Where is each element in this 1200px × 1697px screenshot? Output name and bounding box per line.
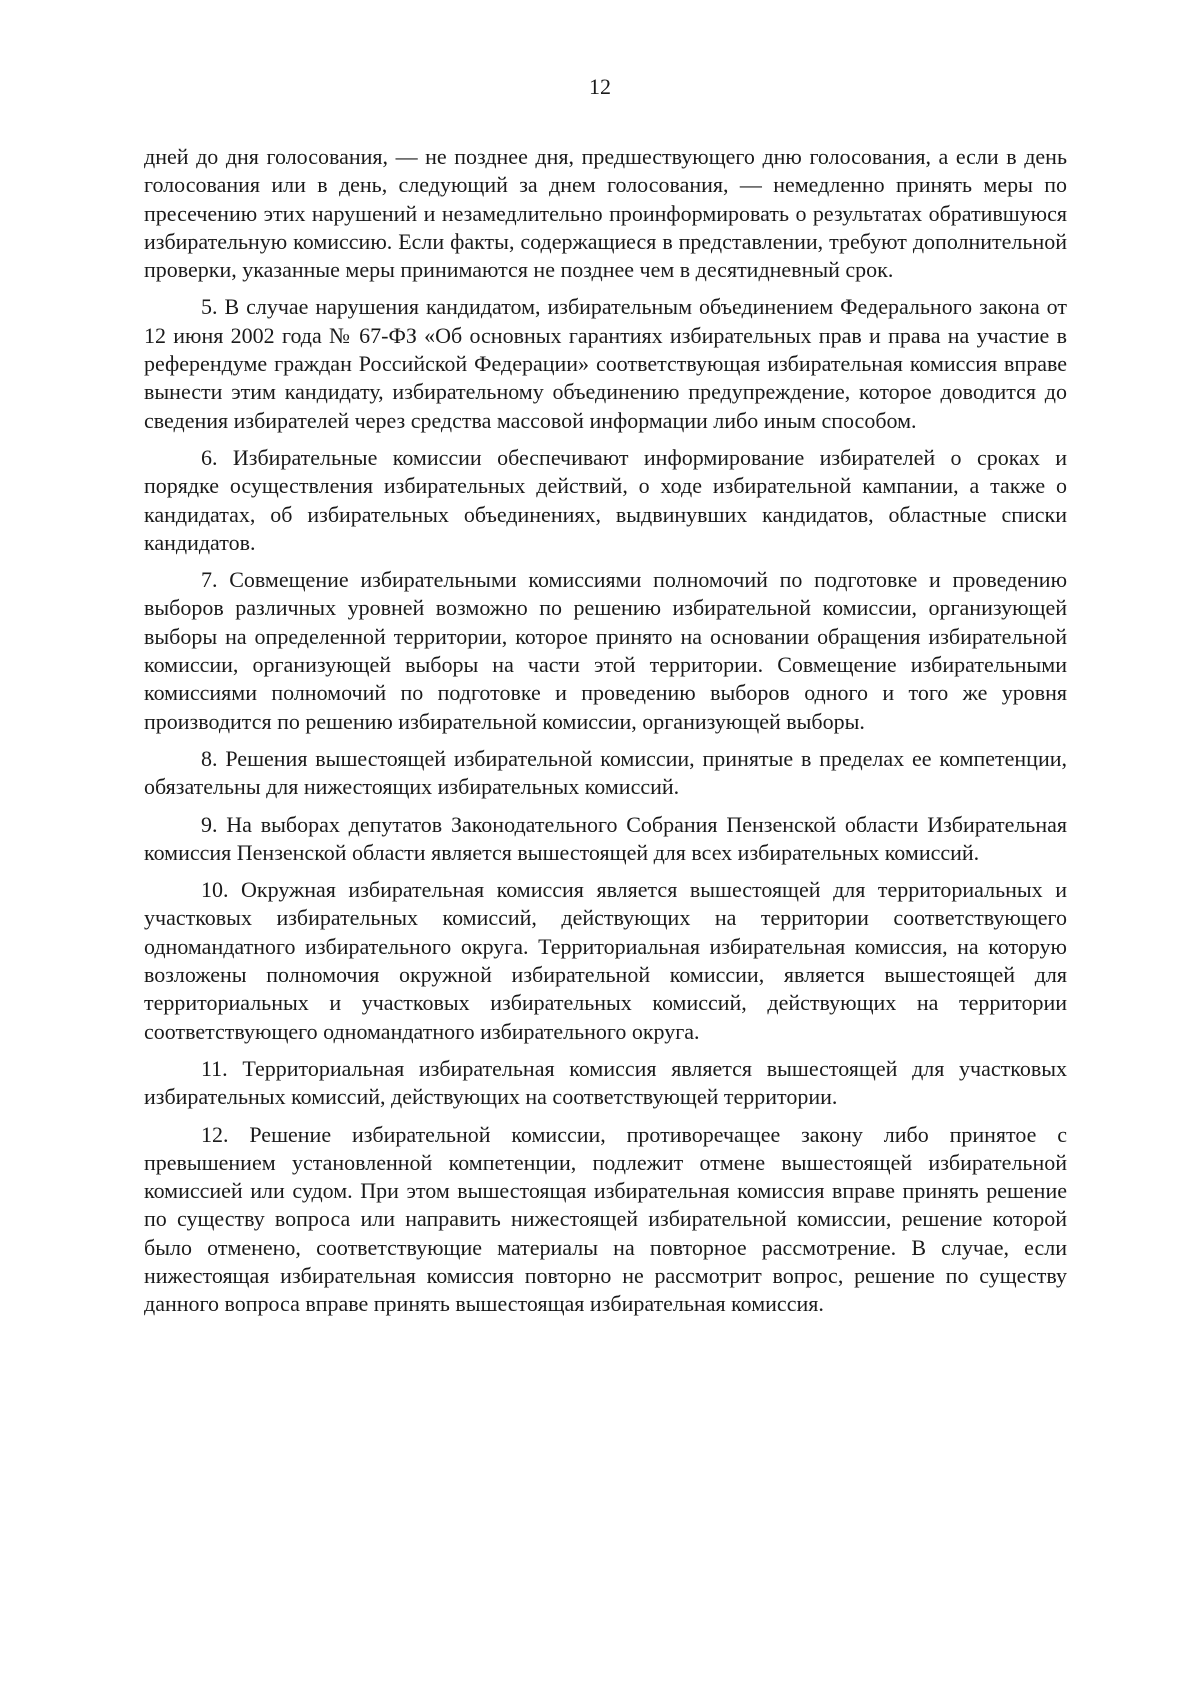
paragraph-5: 5. В случае нарушения кандидатом, избирательным объединением Федерального закона от 12 июня 2002 года № 67-ФЗ «Об основных гарантиях избирательных прав и права на участие в референдуме граждан Российской Федерации» соответствующая избирательная комиссия вправе вынести этим кандидату, избирательному объединению предупреждение, которое доводится до сведения избирателей через средства массовой информации либо иным способом. xyxy=(144,294,1067,433)
paragraph-continuation: дней до дня голосования, — не позднее дня, предшествующего дню голосования, а если в день голосования или в день, следующий за днем голосования, — немедленно принять меры по пресечению этих нарушений и незамедлительно проинформировать о результатах обратившуюся избирательную комиссию. Если факты, содержащиеся в представлении, требуют дополнительной проверки, указанные меры принимаются не позднее чем в десятидневный срок. xyxy=(144,144,1067,283)
page-number: 12 xyxy=(589,74,611,99)
paragraph-6: 6. Избирательные комиссии обеспечивают информирование избирателей о сроках и порядке осуществления избирательных действий, о ходе избирательной кампании, а также о кандидатах, об избирательных объединениях, выдвинувших кандидатов, областные списки кандидатов. xyxy=(144,444,1067,555)
paragraph-10: 10. Окружная избирательная комиссия является вышестоящей для территориальных и участковых избирательных комиссий, действующих на территории соответствующего одномандатного избирательного округа. Территориальная избирательная комиссия, на которую возложены полномочия окружной избирательной комиссии, является вышестоящей для территориальных и участковых избирательных комиссий, действующих на территории соответствующего одномандатного избирательного округа. xyxy=(144,877,1067,1044)
paragraph-12: 12. Решение избирательной комиссии, противоречащее закону либо принятое с превышением установленной компетенции, подлежит отмене вышестоящей избирательной комиссией или судом. При этом вышестоящая избирательная комиссия вправе принять решение по существу вопроса или направить нижестоящей избирательной комиссии, решение которой было отменено, соответствующие материалы на повторное рассмотрение. В случае, если нижестоящая избирательная комиссия повторно не рассмотрит вопрос, решение по существу данного вопроса вправе принять вышестоящая избирательная комиссия. xyxy=(144,1121,1067,1317)
paragraph-8: 8. Решения вышестоящей избирательной комиссии, принятые в пределах ее компетенции, обязательны для нижестоящих избирательных комиссий. xyxy=(144,745,1067,800)
paragraph-9: 9. На выборах депутатов Законодательного Собрания Пензенской области Избирательная комиссия Пензенской области является вышестоящей для всех избирательных комиссий. xyxy=(144,811,1067,865)
paragraph-7: 7. Совмещение избирательными комиссиями полномочий по подготовке и проведению выборов различных уровней возможно по решению избирательной комиссии, организующей выборы на определенной территории, которое принято на основании обращения избирательной комиссии, организующей выборы на части этой территории. Совмещение избирательными комиссиями полномочий по подготовке и проведению выборов одного и того же уровня производится по решению избирательной комиссии, организующей выборы. xyxy=(144,567,1067,734)
paragraph-11: 11. Территориальная избирательная комиссия является вышестоящей для участковых избирательных комиссий, действующих на соответствующей территории. xyxy=(144,1055,1067,1110)
document-body xyxy=(144,143,1067,1319)
